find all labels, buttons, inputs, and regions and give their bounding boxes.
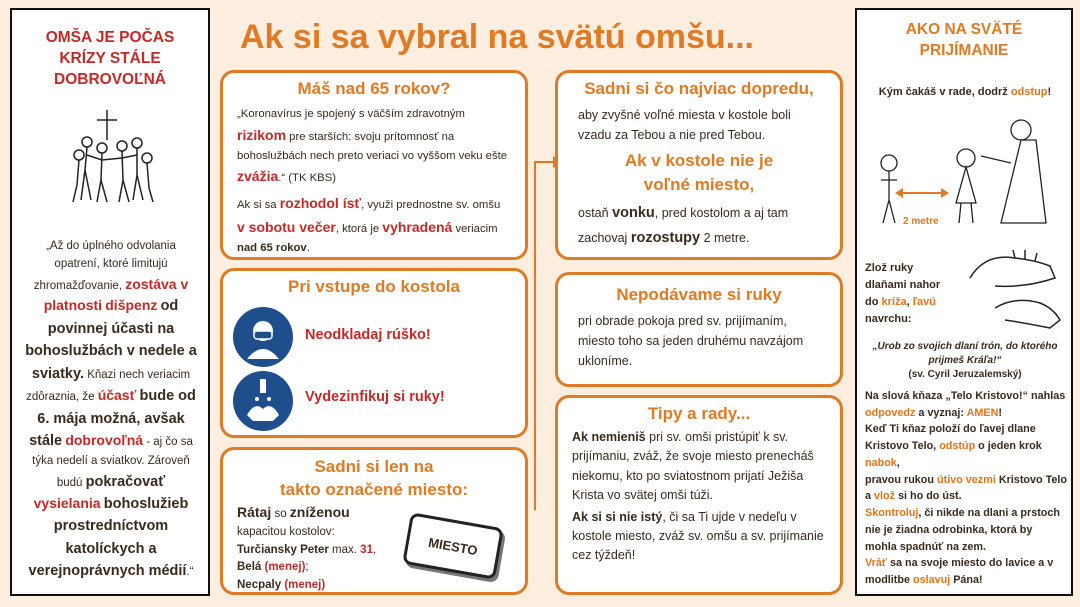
card-marked-seat bbox=[220, 447, 528, 595]
card-over-65: Máš nad 65 rokov? „Koronavírus je spojený s väčším zdravotným rizikom pre starších: svoju prítomnosť na bohoslužbách nech preto veriaci vo vyššom veku ešte zvážia.“ (TK KBS) Ak si sa rozhodol ísť, využi prednostne sv. omšu v sobotu večer, ktorá je vyhradená veriacim nad 65 rokov. bbox=[220, 70, 528, 260]
stay-outside-text: ostaň vonku, pred kostolom a aj tam zachovaj rozostupy 2 metre. bbox=[578, 204, 789, 246]
card-entrance: Pri vstupe do kostola Neodkladaj rúško! Vydezinfikuj si ruky! bbox=[220, 268, 528, 438]
right-panel bbox=[855, 8, 1073, 596]
communion-steps bbox=[865, 388, 1067, 589]
card-no-handshake: Nepodávame si ruky pri obrade pokoja pred sv. prijímaním, miesto toho sa jeden druhému navzájom ukloníme. bbox=[555, 272, 843, 387]
step-return: Vráť sa na svoje miesto do lavice a v modlitbe oslavuj Pána! bbox=[865, 557, 1054, 587]
hands-instruction: Zlož ruky dlaňami nahor do kríža, ľavú navrchu: bbox=[865, 262, 941, 326]
card-over-65-advice: Ak si sa rozhodol ísť, využi prednostne sv. omšu v sobotu večer, ktorá je vyhradená veriacim nad 65 rokov. bbox=[237, 195, 501, 254]
step-take: pravou rukou útivo vezmi Kristovo Telo a vlož si ho do úst. bbox=[865, 473, 1067, 503]
highlight-zostava: zostáva v platnosti bbox=[43, 275, 189, 314]
step-step-aside: Keď Ti kňaz položí do ľavej dlane Kristovo Telo, odstúp o jeden krok nabok, bbox=[865, 423, 1042, 469]
left-panel bbox=[10, 8, 210, 596]
no-seat-heading: Ak v kostole nie je voľné miesto, bbox=[624, 151, 774, 194]
disinfect-hands-icon bbox=[233, 371, 293, 431]
tips-text-1: Ak nemieniš pri sv. omši pristúpiť k sv. prijímaniu, zváž, že svoje miesto prenecháš niekomu, kto po sviatostnom prijatí Ježiša Krista vo svätej omši túži. bbox=[572, 430, 814, 503]
hands-quote: „Urob zo svojich dlaní trón, do ktorého prijmeš Kráľa!“ (sv. Cyril Jeruzalemský) bbox=[872, 341, 1058, 380]
capacity-info: Rátaj so zníženou kapacitou kostolov: Turčiansky Peter max. 31, Belá (menej); Necpaly (menej) bbox=[237, 503, 377, 592]
page-title: Ak si sa vybral na svätú omšu... bbox=[240, 18, 755, 56]
step-answer: Na slová kňaza „Telo Kristovo!“ nahlas odpovedz a vyznaj: AMEN! bbox=[865, 390, 1066, 419]
seat-sign: MIESTO bbox=[402, 512, 504, 580]
card-over-65-quote: „Koronavírus je spojený s väčším zdravotným rizikom pre starších: svoju prítomnosť na bohoslužbách nech preto veriaci vo vyššom veku ešte zvážia.“ (TK KBS) bbox=[237, 108, 508, 185]
right-panel-title: AKO NA SVÄTÉ PRIJÍMANIE bbox=[905, 21, 1023, 59]
card-marked-seat-title: Sadni si len na takto označené miesto: bbox=[280, 457, 468, 499]
left-panel-title: OMŠA JE POČAS KRÍZY STÁLE DOBROVOĽNÁ bbox=[45, 29, 175, 88]
disinfect-text: Vydezinfikuj si ruky! bbox=[305, 389, 445, 405]
queue-distance-text: Kým čakáš v rade, dodrž odstup! bbox=[878, 86, 1052, 98]
church-people-illustration bbox=[67, 110, 157, 205]
card-tips: Tipy a rady... Ak nemieniš pri sv. omši pristúpiť k sv. prijímaniu, zváž, že svoje miesto prenecháš niekomu, kto po sviatostnom prijatí Ježiša Krista vo svätej omši túži. Ak si si nie istý, či sa Ti ujde v nedeľu v kostole miesto, zváž sv. omšu a sv. prijímanie cez týždeň! bbox=[555, 395, 843, 595]
distance-label: 2 metre bbox=[903, 216, 939, 227]
tips-text-2: Ak si si nie istý, či sa Ti ujde v nedeľu v kostole miesto, zváž sv. omšu a sv. prijímanie cez týždeň! bbox=[572, 509, 824, 563]
step-check: Skontroluj, či nikde na dlani a prstoch nie je žiadna odrobinka, ktorá by mohla spadnúť na zem. bbox=[865, 507, 1060, 553]
face-mask-icon bbox=[233, 307, 293, 367]
open-hands-icon bbox=[965, 248, 1065, 333]
communion-queue-illustration bbox=[861, 108, 1071, 233]
card-sit-forward: Sadni si čo najviac dopredu, aby zvyšné voľné miesta v kostole boli vzadu za Tebou a nie pred Tebou. Ak v kostole nie je voľné miesto, ostaň vonku, pred kostolom a aj tam zachovaj rozostupy 2 metre. bbox=[555, 70, 843, 260]
left-panel-text: „Až do úplného odvolania opatrení, ktoré limitujú zhromažďovanie, zostáva v platnosti dišpenz od povinnej účasti na bohoslužbách v nedele a sviatky. Kňazi nech veriacim zdôraznia, že účasť bude od 6. mája možná, avšak stále dobrovoľná - aj čo sa týka nedelí a sviatkov. Zároveň budú pokračovať vysielania bohoslužieb prostredníctvom katolíckych a verejnoprávnych médií.“ bbox=[25, 240, 197, 580]
wear-mask-text: Neodkladaj rúško! bbox=[305, 327, 431, 343]
